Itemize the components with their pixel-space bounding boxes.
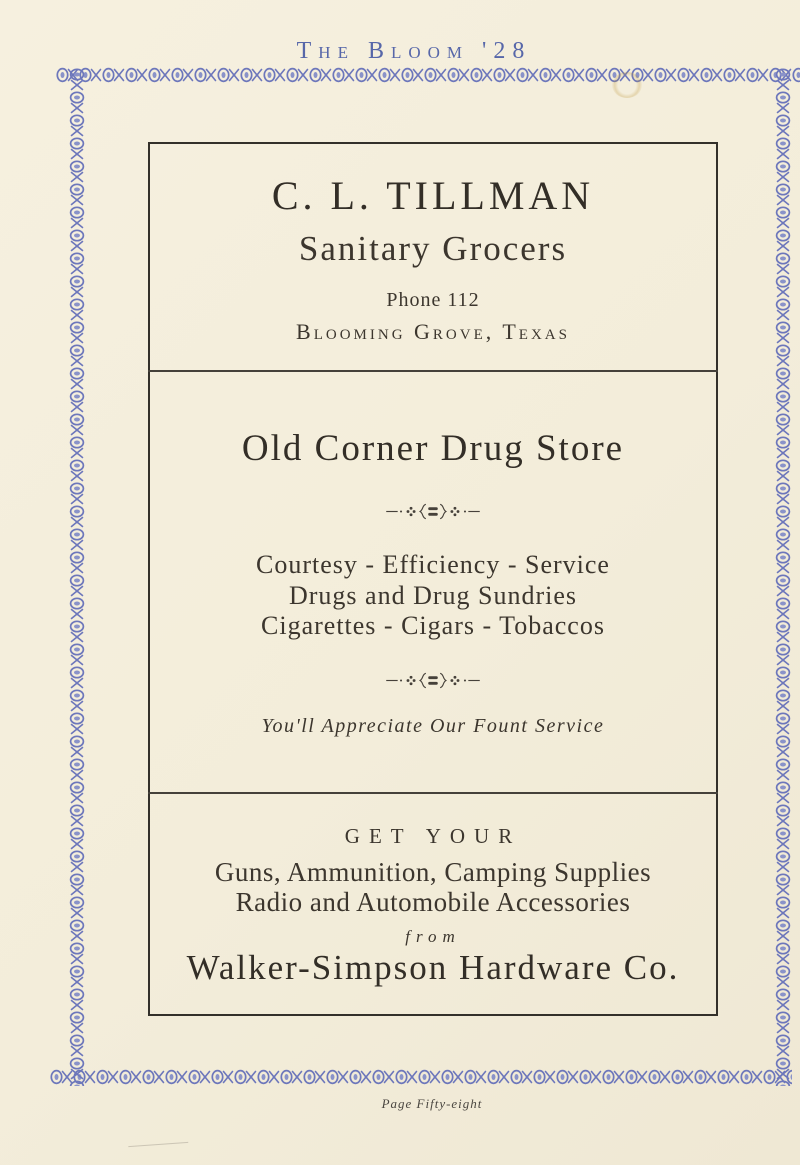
divider-ornament-icon xyxy=(385,501,481,522)
services-line: Courtesy - Efficiency - Service xyxy=(256,550,610,579)
pencil-smudge xyxy=(128,1134,188,1147)
ad-old-corner-drug-store xyxy=(150,372,716,792)
paper-stain xyxy=(612,72,642,98)
ad-tillman-grocers xyxy=(150,144,716,370)
lead-in-text: GET YOUR xyxy=(344,824,522,848)
page-header-title: The Bloom '28 xyxy=(296,38,532,64)
advertiser-slogan: You'll Appreciate Our Fount Service xyxy=(261,715,605,738)
divider-ornament-icon xyxy=(385,670,481,691)
products-line: Guns, Ammunition, Camping Supplies xyxy=(214,857,652,887)
ornamental-border-top-icon xyxy=(56,66,800,84)
advertiser-name: C. L. TILLMAN xyxy=(271,173,595,218)
advertiser-tagline: Sanitary Grocers xyxy=(298,229,568,268)
ornamental-border-left-icon xyxy=(68,68,86,1086)
phone-number: Phone 112 xyxy=(386,289,480,311)
ornamental-border-right-icon xyxy=(774,68,792,1086)
connector-text: from xyxy=(405,927,461,947)
ornamental-border-bottom-icon xyxy=(50,1068,792,1086)
products-line: Radio and Automobile Accessories xyxy=(235,886,631,917)
ad-walker-simpson-hardware xyxy=(150,794,716,1018)
products-line: Cigarettes - Cigars - Tobaccos xyxy=(261,611,605,641)
page-number-label: Page Fifty-eight xyxy=(381,1096,483,1111)
products-line: Drugs and Drug Sundries xyxy=(288,580,578,610)
advertiser-name: Old Corner Drug Store xyxy=(241,428,625,469)
advertisements-frame xyxy=(148,142,718,1016)
advertiser-name: Walker-Simpson Hardware Co. xyxy=(186,948,680,988)
advertiser-location: Blooming Grove, Texas xyxy=(296,319,570,344)
